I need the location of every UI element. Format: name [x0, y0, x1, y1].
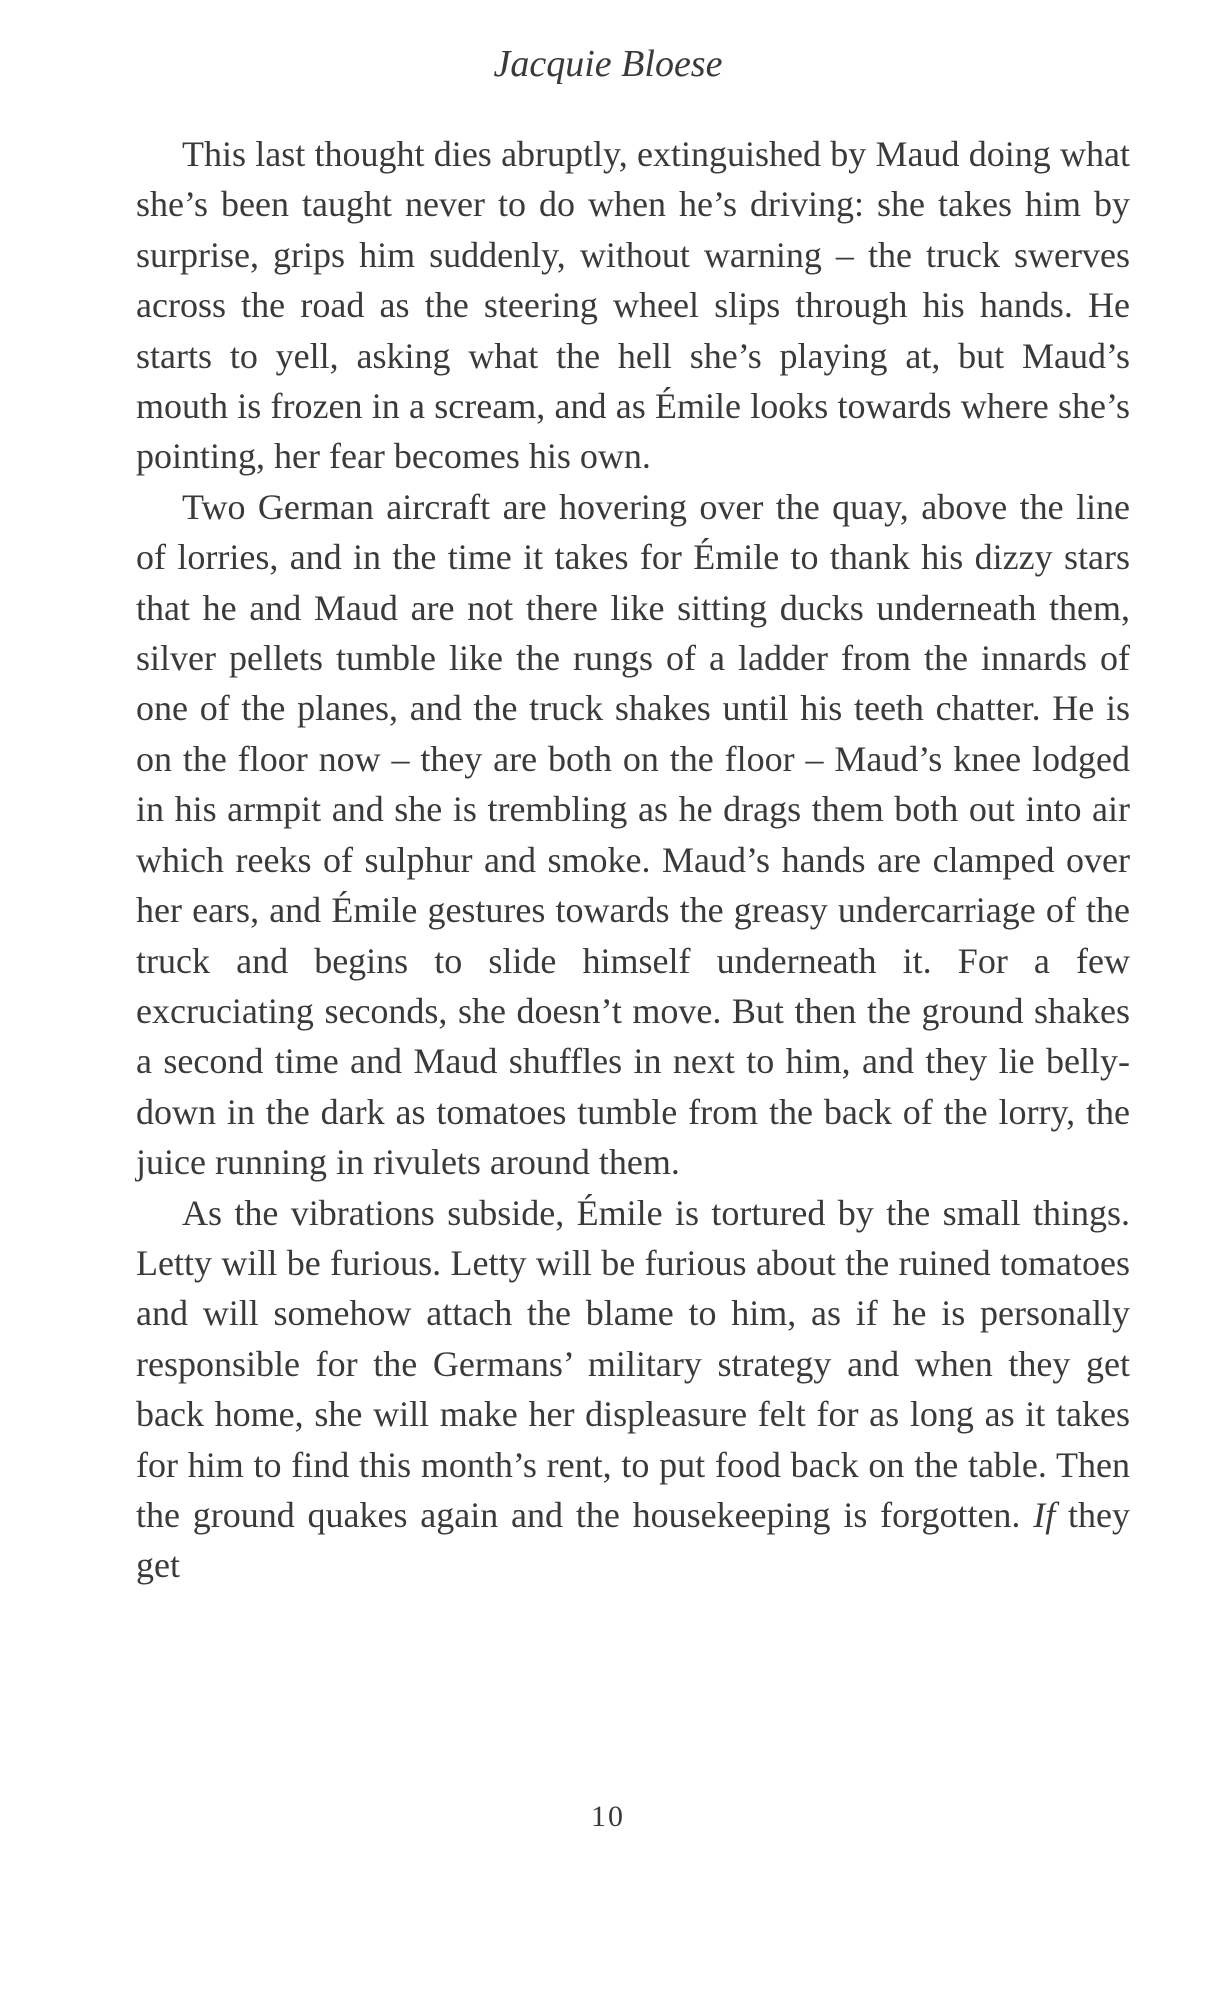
running-head-author: Jacquie Bloese — [493, 43, 723, 85]
page-number: 10 — [591, 1800, 625, 1833]
paragraph: Two German aircraft are hovering over the quay, above the line of lorries, and in the time it takes for Émile to thank his dizzy stars that he and Maud are not there like sitting ducks underneath them, silver pellets tumble like the rungs of a ladder from the innards of one of the planes, and the truck shakes until his teeth chatter. He is on the floor now – they are both on the floor – Maud’s knee lodged in his armpit and she is trembling as he drags them both out into air which reeks of sulphur and smoke. Maud’s hands are clamped over her ears, and Émile gestures towards the greasy undercarriage of the truck and begins to slide himself underneath it. For a few excruciating seconds, she doesn’t move. But then the ground shakes a second time and Maud shuffles in next to him, and they lie belly-down in the dark as tomatoes tumble from the back of the lorry, the juice running in rivulets around them. — [136, 486, 1130, 1183]
paragraph-text: As the vibrations subside, Émile is tortured by the small things. Letty will be furious. Letty will be furious about the ruined tomatoes and will somehow attach the blame to him, as if he is personally responsible for the Germans’ military strategy and when they get back home, she will make her displeasure felt for as long as it takes for him to find this month’s rent, to put food back on the table. Then the ground quakes again and the housekeeping is forgotten. — [136, 1192, 1130, 1535]
paragraph-last — [136, 1188, 1130, 1591]
paragraph-text-end: they get — [136, 1494, 1131, 1586]
emphasis-text: If — [1033, 1494, 1056, 1535]
paragraph: This last thought dies abruptly, extinguished by Maud doing what she’s been taught never to do when he’s driving: she takes him by surprise, grips him suddenly, without warning – the truck swerves across the road as the steering wheel slips through his hands. He starts to yell, asking what the hell she’s playing at, but Maud’s mouth is frozen in a scream, and as Émile looks towards where she’s pointing, her fear becomes his own. — [136, 134, 1130, 477]
body-text — [136, 129, 1130, 1591]
